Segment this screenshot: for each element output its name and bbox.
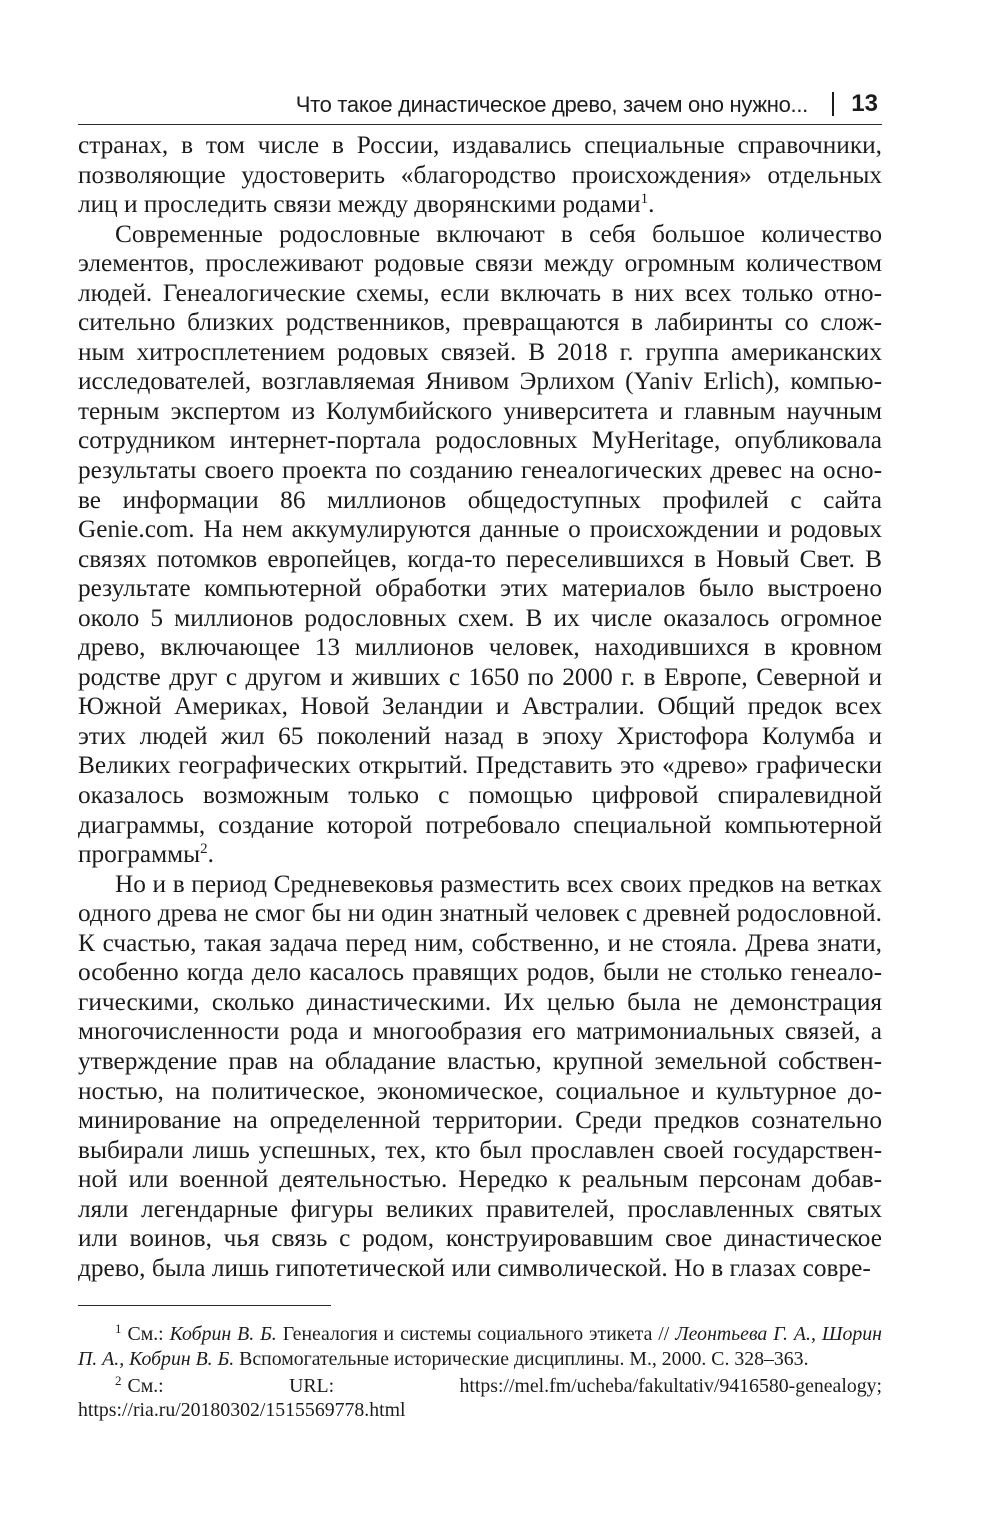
paragraph-tail: . (207, 840, 214, 869)
footnote-1 (78, 1322, 882, 1371)
book-page (78, 80, 882, 1423)
paragraph-text: Но и в период Средневековья разместить всех своих предков на ветках одного древа не смог бы ни один знатный человек с древней родословной. К счастью, такая задача перед ним, собственно, и не стояла. Древа знати, особенно когда дело касалось правящих родов, были не столько генеалогическими, сколько династическими. Их целью была не демонстрация многочисленности рода и многообразия его матримониальных связей, а утверждение прав на обладание властью, крупной земельной собственностью, на политическое, экономическое, социальное и культурное доминирование на определенной территории. Среди предков сознательно выбирали лишь успешных, тех, кто был прославлен своей государственной или военной деятельностью. Нередко к реальным персонам добавляли легендарные фигуры великих правителей, прославленных святых или воинов, чья связь с родом, конструировавшим свое династическое древо, была лишь гипотетической или символической. Но в глазах совре- (78, 869, 882, 1282)
footnotes (78, 1322, 882, 1422)
paragraph-tail: . (648, 190, 655, 219)
paragraph (78, 220, 882, 870)
footnote-text: См.: URL: https://mel.fm/ucheba/fakultativ/9416580-genealogy; https://ria.ru/20180302/1515569778.html (78, 1374, 882, 1422)
paragraph-text: странах, в том числе в России, издавались специальные справочники, позволяющие удостоверить «благородство происхождения» отдельных лиц и проследить связи между дворянскими родами (78, 131, 882, 219)
footnote-text: Вспомогательные исторические дисциплины. М., 2000. С. 328–363. (234, 1347, 809, 1370)
main-text (78, 131, 882, 1283)
footnote-mark: 1 (115, 1321, 122, 1337)
running-header-title: Что такое династическое древо, зачем оно нужно... (295, 92, 808, 117)
paragraph (78, 870, 882, 1284)
paragraph-continuation (78, 131, 882, 220)
footnote-text: Генеалогия и системы социального этикета // (276, 1323, 676, 1346)
footnote-author: Кобрин В. Б. (169, 1323, 277, 1346)
footnote-reference: 1 (640, 191, 649, 208)
footnote-mark: 2 (115, 1372, 122, 1388)
footnote-reference: 2 (200, 841, 208, 858)
running-header (78, 80, 882, 125)
footnote-authors: Леонтьева Г. А., Шорин П. А., Кобрин В. Б. (78, 1323, 882, 1370)
header-separator-bar (832, 92, 834, 116)
paragraph-text: Современные родословные включают в себя большое количество элементов, прослеживают родовые связи между огромным количеством людей. Генеалогические схемы, если включать в них всех только относительно близких родственников, превращаются в лабиринты со сложным хитросплетением родовых связей. В 2018 г. группа американских исследователей, возглавляемая Янивом Эрлихом (Yaniv Erlich), компьютерным экспертом из Колумбийского университета и главным научным сотрудником интернет-портала родословных MyHeritage, опубликовала результаты своего проекта по созданию генеалогических древес на основе информации 86 миллионов общедоступных профилей с сайта Genie.com. На нем аккумулируются данные о происхождении и родовых связях потомков европейцев, когда-то переселившихся в Новый Свет. В результате компьютерной обработки этих материалов было выстроено около 5 миллионов родословных схем. В их числе оказалось огромное древо, включающее 13 миллионов человек, находившихся в кровном родстве друг с другом и живших с 1650 по 2000 г. в Европе, Северной и Южной Америках, Новой Зеландии и Австралии. Общий предок всех этих людей жил 65 поколений назад в эпоху Христофора Колумба и Великих географических открытий. Представить это «древо» графически оказалось возможным только с помощью цифровой спиралевидной диаграммы, создание которой потребовало специальной компьютерной программы (78, 219, 882, 869)
footnote-2 (78, 1374, 882, 1423)
footnote-prefix: См.: (127, 1323, 170, 1346)
footnote-separator (78, 1305, 331, 1306)
page-number: 13 (851, 90, 878, 117)
